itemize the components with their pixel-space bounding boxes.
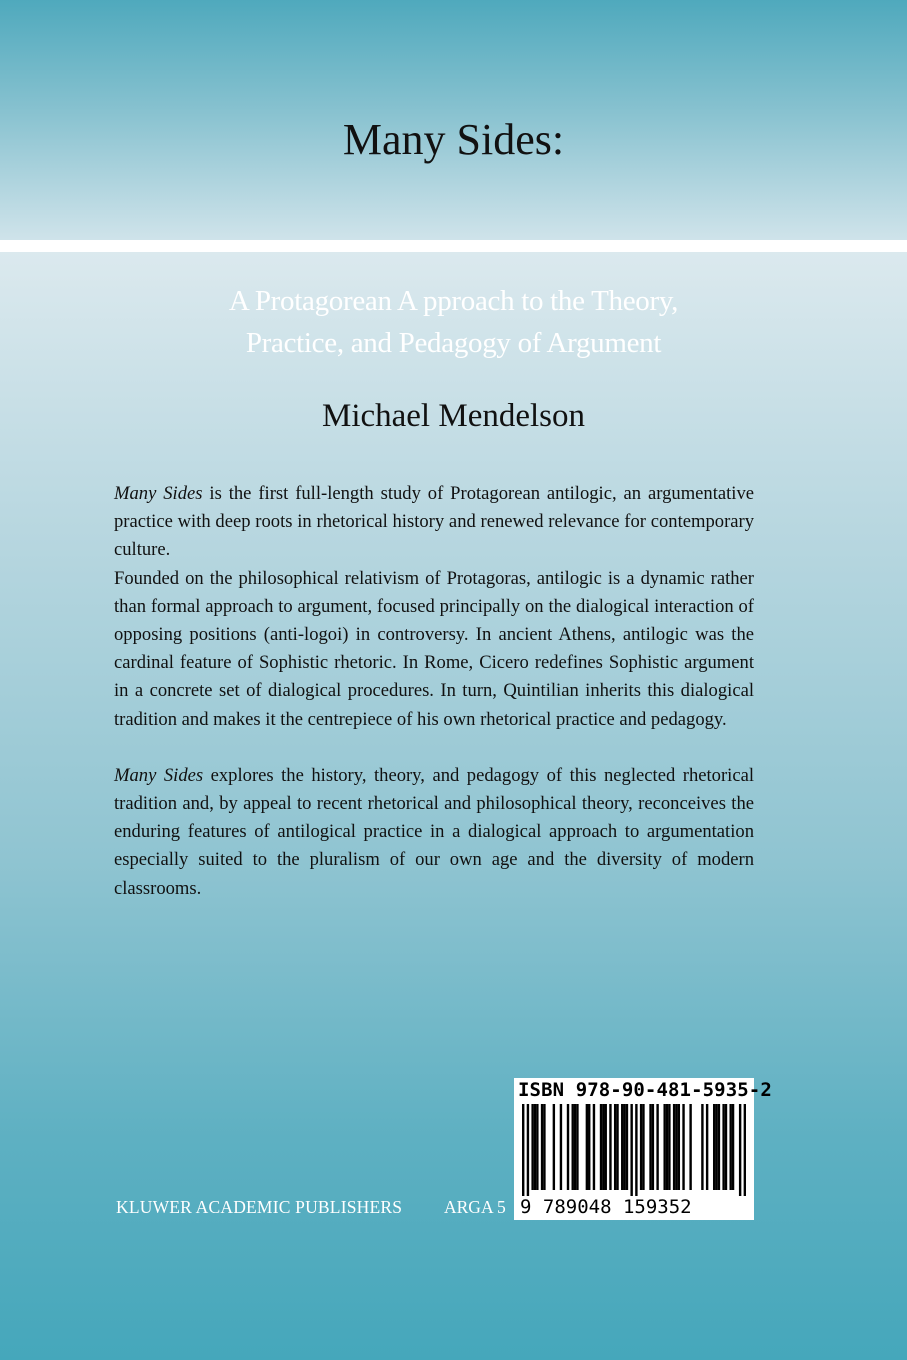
barcode-bar — [531, 1104, 533, 1190]
barcode-bar — [609, 1104, 611, 1190]
blurb-paragraph-2: Founded on the philosophical relativism of Protagoras, antilogic is a dynamic rather than formal approach to argument, focused principally on the dialogical interaction of opposing positions (anti-logoi) in controversy. In ancient Athens, antilogic was the cardinal feature of Sophistic rhetoric. In Rome, Cicero redefines Sophistic argument in a concrete set of dialogical procedures. In turn, Quintilian inherits this dialogical tradition and makes it the centrepiece of his own rhetorical practice and pedagogy. — [114, 567, 754, 730]
barcode-bar — [553, 1104, 555, 1190]
barcode-bar — [534, 1104, 536, 1190]
publisher-name: KLUWER ACADEMIC PUBLISHERS — [116, 1197, 403, 1217]
barcode-bar — [675, 1104, 677, 1190]
barcode-bar — [668, 1104, 670, 1190]
barcode-bar — [722, 1104, 724, 1190]
barcode-bar — [600, 1104, 602, 1190]
barcode-bar — [640, 1104, 642, 1190]
book-title: Many Sides: — [342, 115, 565, 164]
barcode-bar — [652, 1104, 654, 1190]
barcode-bar — [649, 1104, 651, 1190]
barcode-bar — [673, 1104, 675, 1190]
barcode-bar — [602, 1104, 604, 1190]
barcode-bar — [663, 1104, 665, 1190]
book-author: Michael Mendelson — [321, 398, 586, 434]
barcode-bar — [744, 1104, 746, 1196]
barcode-bar — [572, 1104, 574, 1190]
blurb-title-ref: Many Sides — [114, 764, 204, 786]
isbn-barcode — [514, 1078, 772, 1220]
blurb-text: is the first full-length study of Protagorean antilogic, an argumentative practice with deep roots in rhetorical history and renewed relevance for contemporary culture. — [114, 483, 755, 561]
barcode-bar — [588, 1104, 590, 1190]
barcode-bar — [623, 1104, 625, 1190]
barcode-bar — [522, 1104, 524, 1196]
series-label: ARGA 5 — [444, 1197, 506, 1217]
blurb-paragraph-1 — [114, 480, 754, 565]
barcode-bar — [543, 1104, 545, 1190]
barcode-bar — [630, 1104, 632, 1196]
barcode-bar — [626, 1104, 628, 1190]
barcode-bar — [682, 1104, 684, 1190]
back-cover-blurb — [114, 480, 754, 903]
cover-divider-stripe — [0, 240, 907, 252]
barcode-bar — [689, 1104, 691, 1190]
subtitle-line-2: Practice, and Pedagogy of Argument — [245, 327, 662, 359]
barcode-bar — [656, 1104, 658, 1190]
barcode-bar — [593, 1104, 595, 1190]
barcode-bar — [678, 1104, 680, 1190]
barcode-bar — [541, 1104, 543, 1190]
barcode-bar — [642, 1104, 644, 1190]
book-subtitle — [0, 280, 907, 364]
barcode-bar — [621, 1104, 623, 1190]
subtitle-line-1: A Protagorean A pproach to the Theory, — [228, 285, 679, 317]
blurb-text: explores the history, theory, and pedagogy of this neglected rhetorical tradition and, by appeal to recent rhetorical and philosophical theory, reconceives the enduring features of antilogical practice in a dialogical approach to argumentation especially suited to the pluralism of our own age and the diversity of modern classrooms. — [114, 764, 754, 899]
barcode-bar — [715, 1104, 717, 1190]
barcode-bar — [574, 1104, 576, 1190]
barcode-bar — [536, 1104, 538, 1190]
barcode-bars — [522, 1104, 746, 1196]
barcode-bar — [718, 1104, 720, 1190]
barcode-bar — [560, 1104, 562, 1190]
barcode-bar — [666, 1104, 668, 1190]
ean-digits: 9 789048 159352 — [520, 1196, 692, 1218]
barcode-bar — [729, 1104, 731, 1190]
barcode-bar — [614, 1104, 616, 1190]
barcode-bar — [576, 1104, 578, 1190]
barcode-bar — [725, 1104, 727, 1190]
barcode-bar — [706, 1104, 708, 1190]
isbn-label: ISBN 978-90-481-5935-2 — [518, 1079, 772, 1101]
barcode-bar — [586, 1104, 588, 1190]
barcode-bar — [635, 1104, 637, 1196]
barcode-bar — [732, 1104, 734, 1190]
blurb-title-ref: Many Sides — [114, 483, 203, 504]
barcode-bar — [739, 1104, 741, 1196]
barcode-bar — [567, 1104, 569, 1190]
barcode-bar — [605, 1104, 607, 1190]
barcode-bar — [616, 1104, 618, 1190]
barcode-bar — [713, 1104, 715, 1190]
barcode-bar — [527, 1104, 529, 1196]
blurb-paragraph-3 — [114, 762, 754, 903]
barcode-bar — [701, 1104, 703, 1190]
